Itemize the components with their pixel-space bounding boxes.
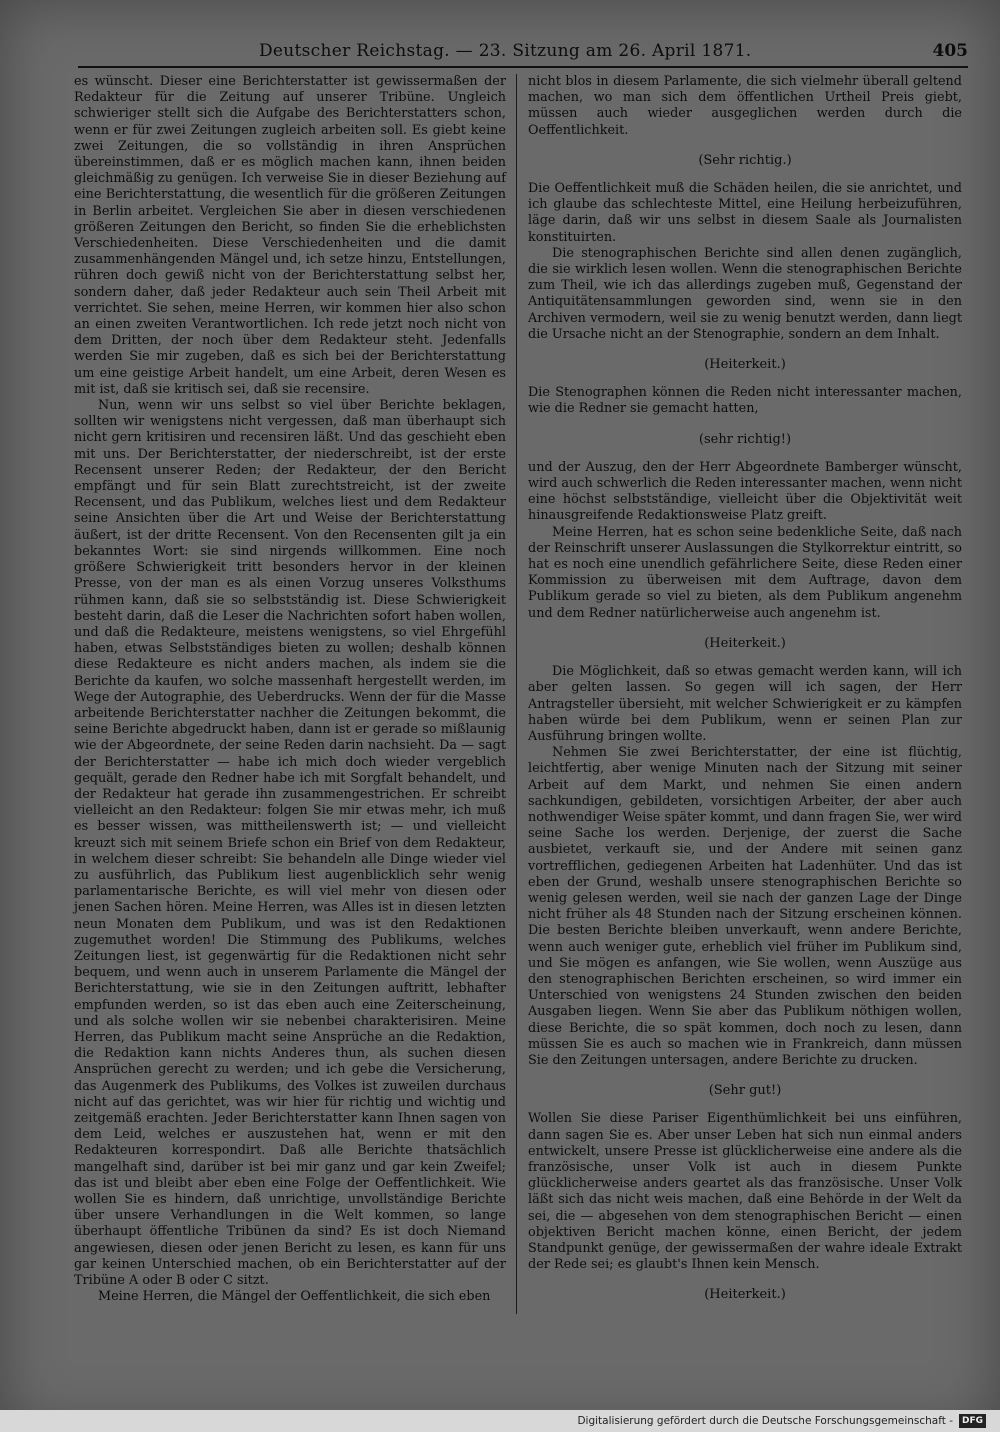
paragraph: Die Oeffentlichkeit muß die Schäden heilen, die sie anrichtet, und ich glaube das schlechteste Mittel, eine Heilung herbeizuführen, läge darin, daß wir uns selbst in diesem Saale als Journalisten konstituirten. [528,181,962,245]
right-column [528,74,962,1316]
interjection-remark: (Sehr richtig.) [698,152,792,168]
paragraph: Meine Herren, die Mängel der Oeffentlichkeit, die sich eben [98,1289,491,1305]
paragraph: Meine Herren, hat es schon seine bedenkliche Seite, daß nach der Reinschrift unserer Auslassungen die Stylkorrektur eintritt, so hat es noch eine unendlich gefährlichere Seite, diese Reden einer Kommission zu überweisen mit dem Auftrage, davon dem Publikum gerade so viel zu bieten, als dem Publikum angenehm und dem Redner natürlicherweise auch angenehm ist. [528,524,962,621]
interjection-remark: (Heiterkeit.) [704,357,786,373]
interjection-remark: (Sehr gut!) [708,1083,782,1099]
interjection-remark: (sehr richtig!) [698,431,792,447]
paragraph: Nehmen Sie zwei Berichterstatter, der eine ist flüchtig, leichtfertig, aber wenige Minuten nach der Sitzung mit seiner Arbeit auf dem Markt, und nehmen Sie einen andern sachkundigen, gebildeten, vorsichtigen Arbeiter, der aber auch nothwendiger Weise später kommt, und dann fragen Sie, wer wird seine Sache los werden. Derjenige, der zuerst die Sache ausbietet, verkauft sie, und der Andere mit seinen ganz vortrefflichen, gediegenen Arbeiten hat Ladenhüter. Und das ist eben der Grund, weshalb unsere stenographischen Berichte so wenig gelesen werden, weil sie nach der ganzen Lage der Dinge nicht früher als 48 Stunden nach der Sitzung erscheinen können. Die besten Berichte bleiben unverkauft, wenn andere Berichte, wenn auch weniger gute, erheblich viel früher im Publikum sind, und Sie mögen es anfangen, wie Sie wollen, wenn Auszüge aus den stenographischen Berichten erscheinen, so wird immer ein Unterschied von wenigstens 24 Stunden zwischen den beiden Ausgaben liegen. Wenn Sie aber das Publikum nöthigen wollen, diese Berichte, die so spät kommen, doch noch zu lesen, dann müssen Sie es auch so machen wie in Frankreich, dann müssen Sie den Zeitungen untersagen, andere Berichte zu drucken. [528,745,962,1068]
left-column [74,74,506,1305]
paragraph: Nun, wenn wir uns selbst so viel über Berichte beklagen, sollten wir wenigstens nicht vergessen, daß man überhaupt sich nicht gern kritisiren und recensiren läßt. Und das geschieht eben mit uns. Der Berichterstatter, der niederschreibt, ist der erste Recensent unserer Reden; der Redakteur, der den Bericht empfängt und für sein Blatt zurechtstreicht, ist der zweite Recensent, und das Publikum, welches liest und dem Redakteur seine Ansichten über die Art und Weise der Berichterstattung äußert, ist der dritte Recensent. Von den Recensenten gilt ja ein bekanntes Wort: sie sind nirgends willkommen. Eine noch größere Schwierigkeit tritt besonders hervor in der kleinen Presse, von der man es als einen Vorzug unseres Volksthums rühmen kann, daß sie so selbstständig ist. Diese Schwierigkeit besteht darin, daß die Leser die Nachrichten sofort haben wollen, und daß die Redakteure, meistens wenigstens, so viel Ehrgefühl haben, etwas Selbstständiges bieten zu wollen; deshalb können diese Redakteure es nicht anders machen, als indem sie die Berichte da kaufen, wo solche massenhaft hergestellt werden, im Wege der Autographie, des Ueberdrucks. Wenn der für die Masse arbeitende Berichterstatter nachher die Zeitungen bekommt, die seine Berichte abgedruckt haben, dann ist er gerade so mißlaunig wie der Abgeordnete, der seine Reden darin nachsieht. Da — sagt der Berichterstatter — habe ich mich doch wieder vergeblich gequält, gerade den Redner habe ich mit Sorgfalt behandelt, und der Redakteur hat gerade ihn zusammengestrichen. Er schreibt vielleicht an den Redakteur: folgen Sie mir etwas mehr, ich muß es besser wissen, was mittheilenswerth ist; — und vielleicht kreuzt sich mit seinem Briefe schon ein Brief von dem Redakteur, in welchem dieser schreibt: Sie behandeln alle Dinge wieder viel zu ausführlich, das Publikum liest augenblicklich sehr wenig parlamentarische Berichte, es will viel mehr von diesen oder jenen Sachen hören. Meine Herren, was Alles ist in diesen letzten neun Monaten dem Publikum, und was ist den Redaktionen zugemuthet worden! Die Stimmung des Publikums, welches Zeitungen liest, ist gegenwärtig für die Redaktionen nicht sehr bequem, und wenn auch in unserem Parlamente die Mängel der Berichterstattung, wie sie in den Zeitungen auftritt, lebhafter empfunden werden, so ist das eben auch eine Zeiterscheinung, und als solche wollen wir sie nebenbei charakterisiren. Meine Herren, das Publikum macht seine Ansprüche an die Redaktion, die Redaktion kann nichts Anderes thun, als suchen diesen Ansprüchen gerecht zu werden; und ich gebe die Versicherung, das Augenmerk des Publikums, des Volkes ist zuweilen durchaus nicht auf das gerichtet, was wir hier für richtig und wichtig und zeitgemäß erachten. Jeder Berichterstatter kann Ihnen sagen von dem Leid, welches er auszustehen hat, wenn er mit den Redakteuren korrespondirt. Daß alle Berichte thatsächlich mangelhaft sind, darüber ist bei mir ganz und gar kein Zweifel; das ist und bleibt aber eben eine Folge der Oeffentlichkeit. Wie wollen Sie es hindern, daß unrichtige, unvollständige Berichte über unsere Verhandlungen in die Welt kommen, so lange überhaupt öffentliche Tribünen da sind? Es ist doch Niemand angewiesen, diesen oder jenen Bericht zu lesen, es kann für uns gar keinen Unterschied machen, ob ein Berichterstatter auf der Tribüne A oder B oder C sitzt. [74,398,506,1289]
funding-credit: Digitalisierung gefördert durch die Deutsche Forschungsgemeinschaft - [577,1415,953,1427]
paragraph: Die Stenographen können die Reden nicht interessanter machen, wie die Redner sie gemacht hatten, [528,385,962,417]
paragraph: Wollen Sie diese Pariser Eigenthümlichkeit bei uns einführen, dann sagen Sie es. Aber unser Leben hat sich nun einmal anders entwickelt, unsere Presse ist glücklicherweise eine andere als die französische, unser Volk ist auch in diesem Punkte glücklicherweise anders geartet als das französische. Unser Volk läßt sich das nicht weis machen, daß eine Behörde in der Welt da sei, die — abgesehen von dem stenographischen Bericht — einen objektiven Bericht machen könne, einen Bericht, der jedem Standpunkt genüge, der gewissermaßen der wahre ideale Extrakt der Rede sei; es glaubt's Ihnen kein Mensch. [528,1111,962,1273]
running-title: Deutscher Reichstag. — 23. Sitzung am 26. April 1871. [258,41,752,61]
paragraph: Die stenographischen Berichte sind allen denen zugänglich, die sie wirklich lesen wollen. Wenn die stenographischen Berichte zum Theil, wie ich das allerdings zugeben muß, Gegenstand der Antiquitätensammlungen geworden sind, wenn sie in den Archiven vermodern, weil sie zu wenig benutzt werden, dann liegt die Ursache nicht an der Stenographie, sondern an dem Inhalt. [528,245,962,342]
paragraph: nicht blos in diesem Parlamente, die sich vielmehr überall geltend machen, wo man sich dem öffentlichen Urtheil Preis giebt, müssen auch wieder ausgeglichen werden durch die Oeffentlichkeit. [528,74,962,138]
page-header [78,36,968,68]
interjection-remark: (Heiterkeit.) [704,1287,786,1303]
paragraph: es wünscht. Dieser eine Berichterstatter ist gewissermaßen der Redakteur für die Zeitung auf unserer Tribüne. Ungleich schwieriger stellt sich die Aufgabe des Berichterstatters schon, wenn er für zwei Zeitungen zugleich arbeiten soll. Es giebt keine zwei Zeitungen, die so vollständig in ihren Ansprüchen übereinstimmen, daß er es möglich machen kann, ihnen beiden gleichmäßig zu genügen. Ich verweise Sie in dieser Beziehung auf eine Berichterstattung, die wesentlich für die größeren Zeitungen in Berlin arbeitet. Vergleichen Sie aber in diesen verschiedenen größeren Zeitungen den Bericht, so finden Sie die erheblichsten Verschiedenheiten. Diese Verschiedenheiten und die damit zusammenhängenden Mängel und, ich setze hinzu, Entstellungen, rühren doch gewiß nicht von der Berichterstattung selbst her, sondern daher, daß jeder Redakteur auch sein Theil Arbeit mit verrichtet. Sie sehen, meine Herren, wir kommen hier also schon an einen zweiten Verantwortlichen. Ich rede jetzt noch nicht von dem Dritten, der noch über dem Redakteur steht. Jedenfalls werden Sie mir zugeben, daß es sich bei der Berichterstattung um eine geistige Arbeit handelt, um eine Arbeit, deren Wesen es mit ist, daß sie kritisch sei, daß sie recensire. [74,74,506,397]
paragraph: und der Auszug, den der Herr Abgeordnete Bamberger wünscht, wird auch schwerlich die Reden interessanter machen, wenn nicht eine höchst selbstständige, vielleicht über die Objektivität weit hinausgreifende Redaktionsweise Platz greift. [528,459,962,524]
digitization-footer [0,1410,1000,1432]
dfg-logo: DFG [959,1414,986,1428]
interjection-remark: (Heiterkeit.) [704,635,786,651]
paragraph: Die Möglichkeit, daß so etwas gemacht werden kann, will ich aber gelten lassen. So gegen will ich sagen, der Herr Antragsteller übersieht, mit welcher Schwierigkeit er zu kämpfen haben würde bei dem Publikum, wenn er seinen Plan zur Ausführung bringen wollte. [528,664,962,744]
page-number: 405 [932,41,968,61]
column-divider [516,74,517,1314]
